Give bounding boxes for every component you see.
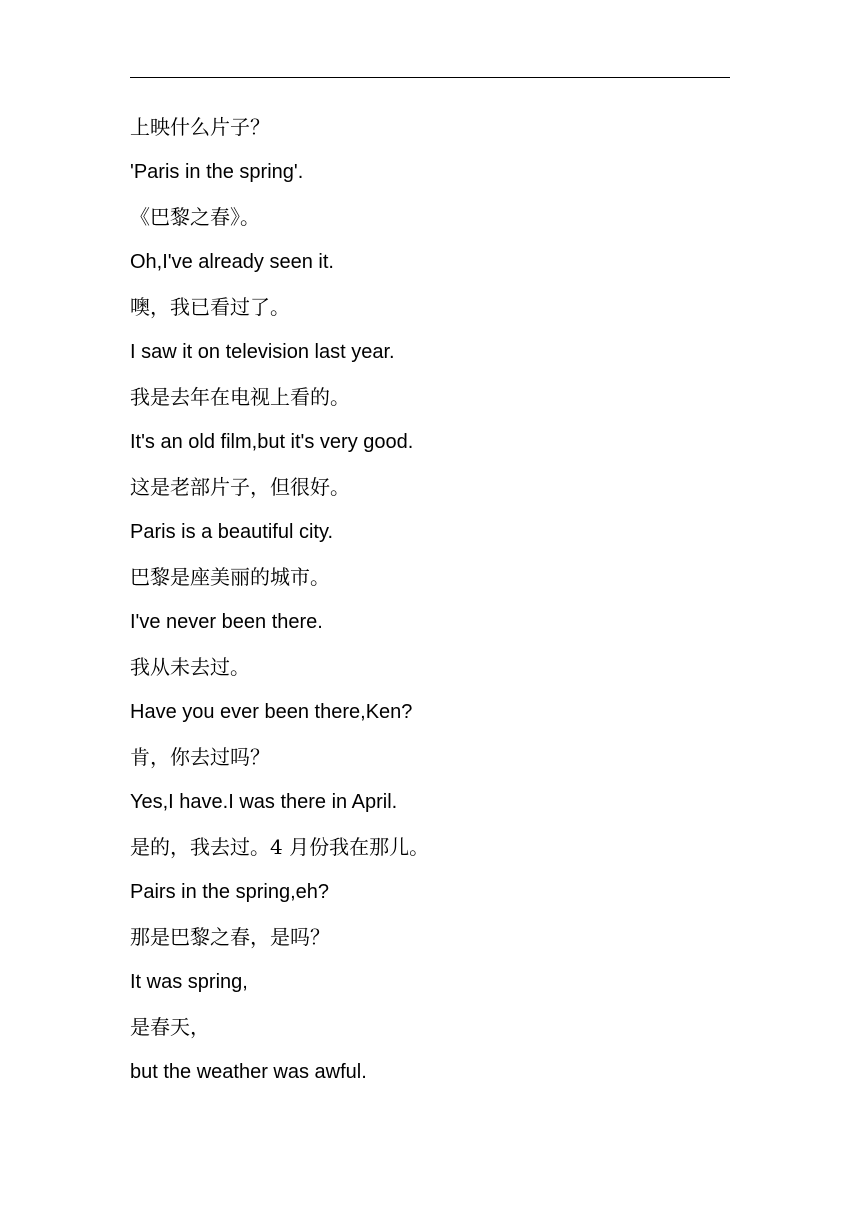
dialogue-line: I saw it on television last year. (130, 341, 395, 363)
dialogue-line: 是的，我去过。4 月份我在那儿。 (130, 835, 430, 859)
dialogue-line: 是春天， (130, 1015, 210, 1039)
dialogue-line: It's an old film,but it's very good. (130, 431, 414, 453)
dialogue-line: 'Paris in the spring'. (130, 161, 304, 183)
dialogue-line: 噢，我已看过了。 (130, 295, 290, 319)
dialogue-line: Paris is a beautiful city. (130, 521, 334, 543)
dialogue-line: 上映什么片子？ (130, 115, 270, 139)
dialogue-line: Yes,I have.I was there in April. (130, 791, 398, 813)
dialogue-line: 肯，你去过吗？ (130, 745, 270, 769)
header-rule (130, 77, 730, 78)
dialogue-line: 《巴黎之春》。 (130, 205, 260, 229)
dialogue-line: 我从未去过。 (130, 655, 250, 679)
dialogue-line: 那是巴黎之春，是吗？ (130, 925, 330, 949)
dialogue-line: I've never been there. (130, 611, 323, 633)
dialogue-line: 我是去年在电视上看的。 (130, 385, 350, 409)
dialogue-line: Oh,I've already seen it. (130, 251, 334, 273)
dialogue-line: It was spring, (130, 971, 248, 993)
dialogue-line: Pairs in the spring,eh? (130, 881, 330, 903)
dialogue-line: 巴黎是座美丽的城市。 (130, 565, 330, 589)
dialogue-lines (130, 112, 730, 1102)
dialogue-line: Have you ever been there,Ken? (130, 701, 413, 723)
dialogue-line: 这是老部片子，但很好。 (130, 475, 350, 499)
dialogue-line: but the weather was awful. (130, 1061, 367, 1083)
